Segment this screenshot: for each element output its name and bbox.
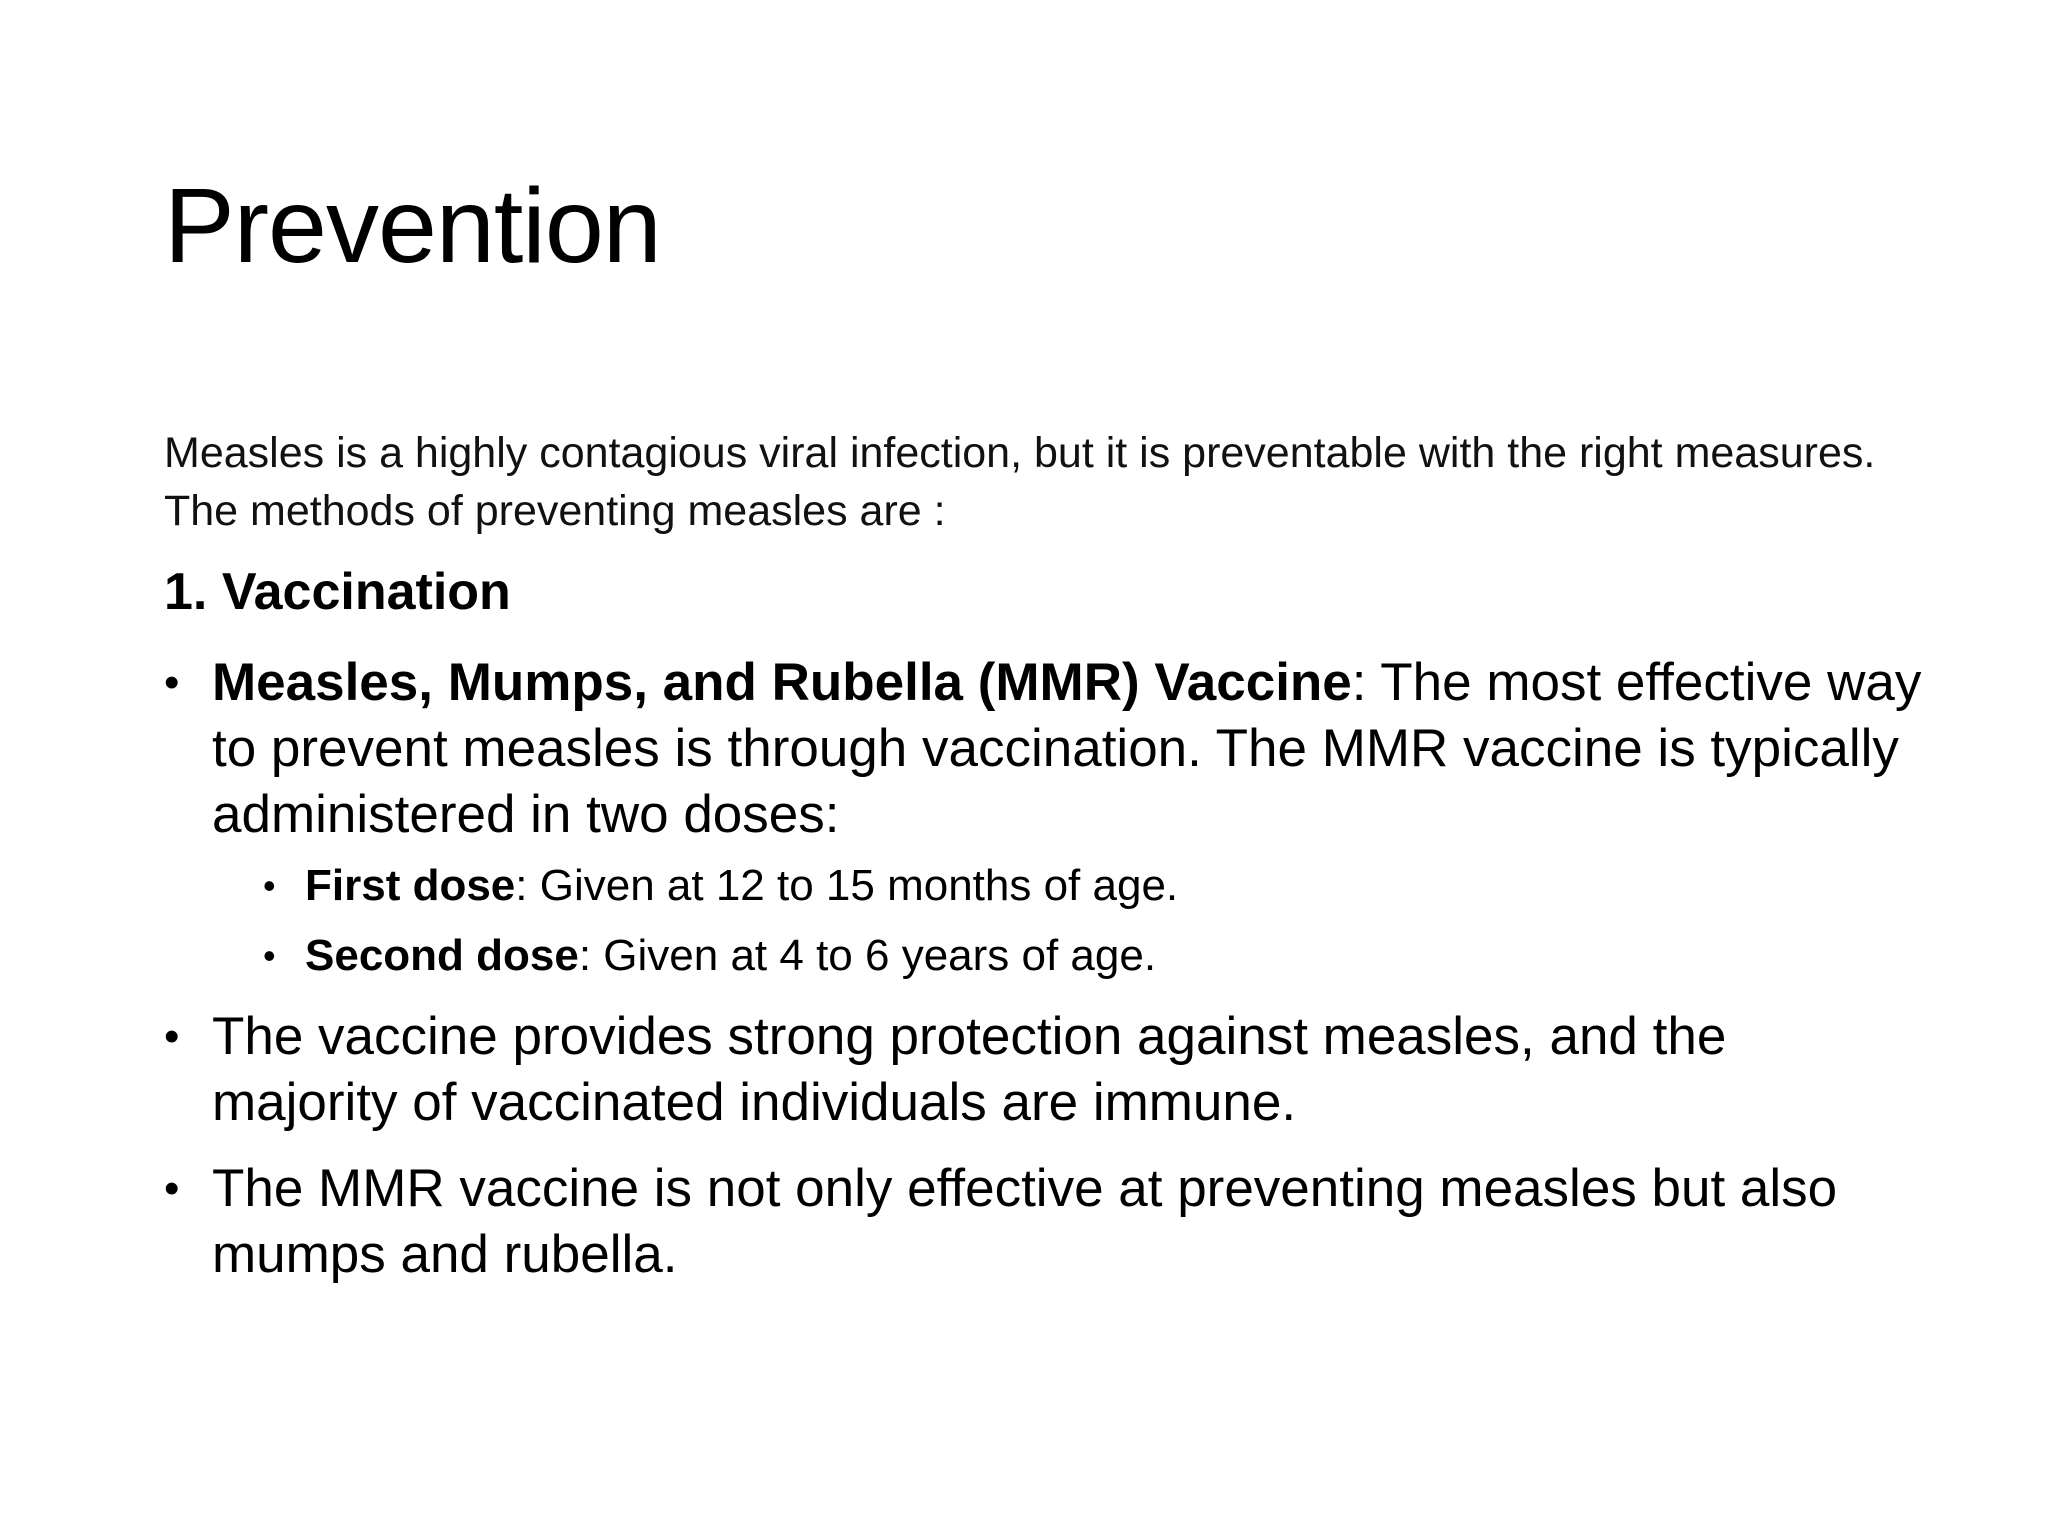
- bullet-marker: •: [164, 658, 180, 707]
- first-dose-label: First dose: [305, 861, 516, 910]
- bullet-text-mumps-rubella: The MMR vaccine is not only effective at preventing measles but also mumps and rubella.: [212, 1159, 1838, 1284]
- dose-list: [212, 858, 1924, 984]
- bullet-mumps-rubella: [164, 1156, 1924, 1288]
- subbullet-marker: •: [263, 935, 276, 976]
- second-dose-text: : Given at 4 to 6 years of age.: [578, 931, 1157, 980]
- subbullet-second-dose: [212, 928, 1924, 984]
- bullet-strong-protection: [164, 1004, 1924, 1136]
- subbullet-marker: •: [263, 865, 276, 906]
- slide-title: Prevention: [164, 167, 661, 285]
- first-dose-text: : Given at 12 to 15 months of age.: [515, 861, 1179, 910]
- bullet-mmr-vaccine: [164, 650, 1924, 984]
- bullet-text-strong-protection: The vaccine provides strong protection against measles, and the majority of vaccinated individuals are immune.: [212, 1007, 1727, 1132]
- bullet-text-mmr-vaccine: : The most effective way to prevent measles is through vaccination. The MMR vaccine is typically administered in two doses:: [212, 653, 1922, 844]
- subbullet-first-dose: [212, 858, 1924, 914]
- intro-paragraph: Measles is a highly contagious viral infection, but it is preventable with the right measures. The methods of preventing measles are :: [164, 429, 1876, 535]
- section-heading-vaccination: 1. Vaccination: [164, 563, 511, 621]
- bullet-heading-mmr-vaccine: Measles, Mumps, and Rubella (MMR) Vaccine: [212, 653, 1352, 712]
- second-dose-label: Second dose: [305, 931, 579, 980]
- bullet-marker: •: [164, 1012, 180, 1061]
- bullet-marker: •: [164, 1164, 180, 1213]
- bullet-list: [164, 650, 1924, 1308]
